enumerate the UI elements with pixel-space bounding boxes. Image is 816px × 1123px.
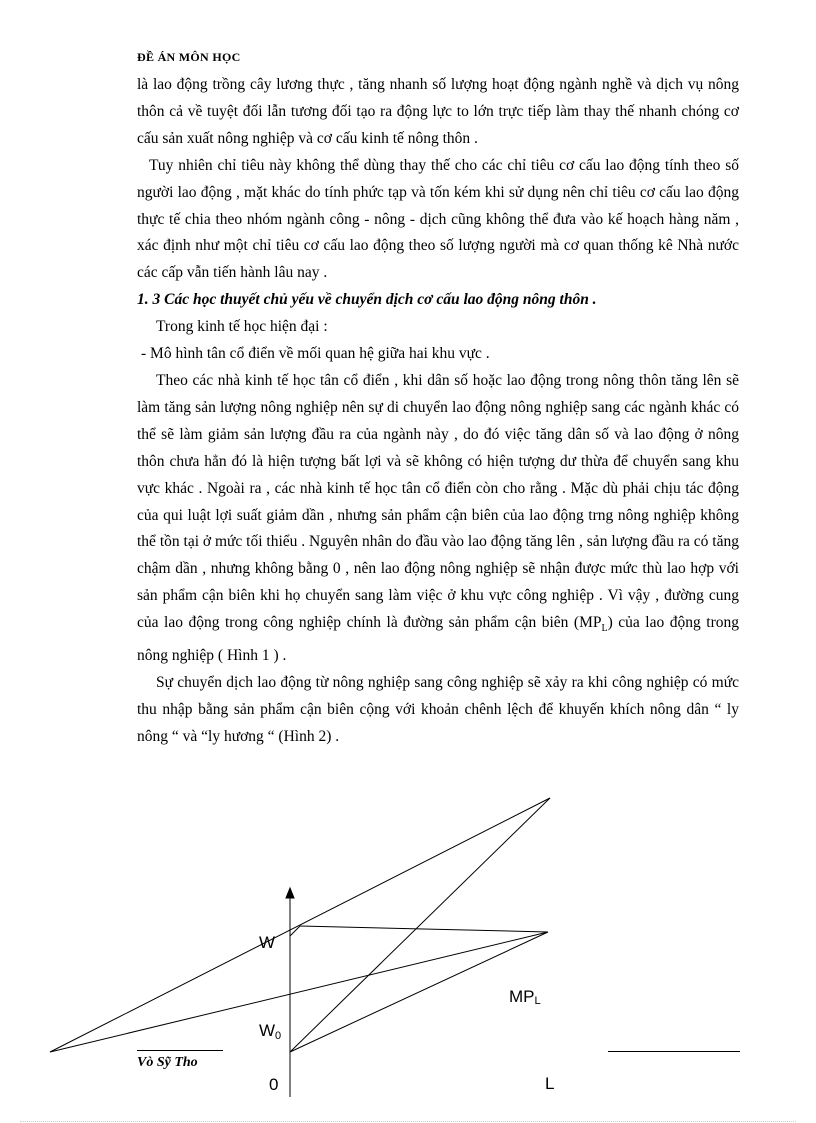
wage-line-top — [300, 926, 548, 932]
label-l: L — [545, 1074, 555, 1093]
figure-line-from-w — [50, 798, 550, 1052]
label-w: W — [259, 933, 276, 952]
page-bottom-border — [20, 1121, 796, 1122]
paragraph-theory-end: biên $(MP_L)$ của lao động trong nông nghiệp ( Hình 1 ) . — [137, 614, 739, 665]
document-header: ĐỀ ÁN MÔN HỌC — [137, 50, 241, 64]
footer-rule-left — [137, 1050, 223, 1051]
paragraph-intro: là lao động trồng cây lương thực , tăng nhanh số lượng hoạt động ngành nghề và dịch vụ nông thôn cả về tuyệt đối lẫn tương đối tạo ra động lực to lớn trực tiếp làm thay thế nhanh chóng cơ cấu sản xuất nông nghiệp và cơ cấu kinh tế nông thôn . — [137, 76, 739, 147]
footer-rule-right — [608, 1051, 740, 1052]
section-heading: 1. 3 Các học thuyết chủ yếu về chuyển dịch cơ cấu lao động nông thôn . — [137, 291, 597, 309]
label-w0: W0 — [259, 1021, 282, 1042]
figure-line-steep — [290, 798, 550, 1052]
paragraph-shift: Sự chuyển dịch lao động từ nông nghiệp sang công nghiệp sẽ xảy ra khi công nghiệp có mức thu nhập bằng sản phẩm cận biên cộng với khoản chênh lệch để khuyến khích nông dân “ ly nông “ và “ly hương “ (Hình 2) . — [137, 674, 739, 745]
label-origin: 0 — [269, 1075, 279, 1094]
paragraph-limitation: Tuy nhiên chỉ tiêu này không thể dùng thay thế cho các chỉ tiêu cơ cấu lao động tính theo số người lao động , mặt khác do tính phức tạp và tốn kém khi sử dụng nên chỉ tiêu cơ cấu lao động thực tế chia theo nhóm ngành công - nông - dịch cũng không thể đưa vào kế hoạch hàng năm , xác định như một chỉ tiêu cơ cấu lao động theo số lượng người mà cơ quan thống kê Nhà nước các cấp vẫn tiến hành lâu nay . — [137, 156, 739, 282]
intro-line: Trong kinh tế học hiện đại : — [156, 318, 328, 336]
figure-line-long-left — [50, 932, 548, 1052]
model-line: - Mô hình tân cổ điển về mối quan hệ giữa hai khu vực . — [141, 345, 490, 363]
axis-arrow — [286, 888, 294, 898]
label-mpl: MPL — [509, 987, 541, 1007]
footer-author: Vò Sỹ Tho — [137, 1055, 198, 1070]
paragraph-theory-text: Theo các nhà kinh tế học tân cổ điển , khi dân số hoặc lao động trong nông thôn tăng lên sẽ làm tăng sản lượng nông nghiệp nên sự di chuyển lao động nông nghiệp sang các ngành khác có thể sẽ làm giảm sản lượng đầu ra của ngành này , do đó việc tăng dân số và lao động ở nông thôn chưa hẳn đó là hiện tượng bất lợi và sẽ không có hiện tượng dư thừa để chuyển sang khu vực khác . Ngoài ra , các nhà kinh tế học tân cổ điển còn cho rằng . Mặc dù phải chịu tác động của qui luật lợi suất giảm dần , nhưng sản phẩm cận biên của lao động trng nông nghiệp không thể tồn tại ở mức tối thiểu . Nguyên nhân do đầu vào lao động tăng lên , sản lượng đầu ra có tăng chậm dần , nhưng không bằng 0 , nên lao động nông nghiệp sẽ nhận được mức thù lao hợp với sản phẩm cận biên khi họ chuyển sang làm việc ở khu vực công nghiệp . Vì vậy , đường cung của lao động trong công nghiệp chính là đường sản phẩm cận — [137, 371, 739, 632]
